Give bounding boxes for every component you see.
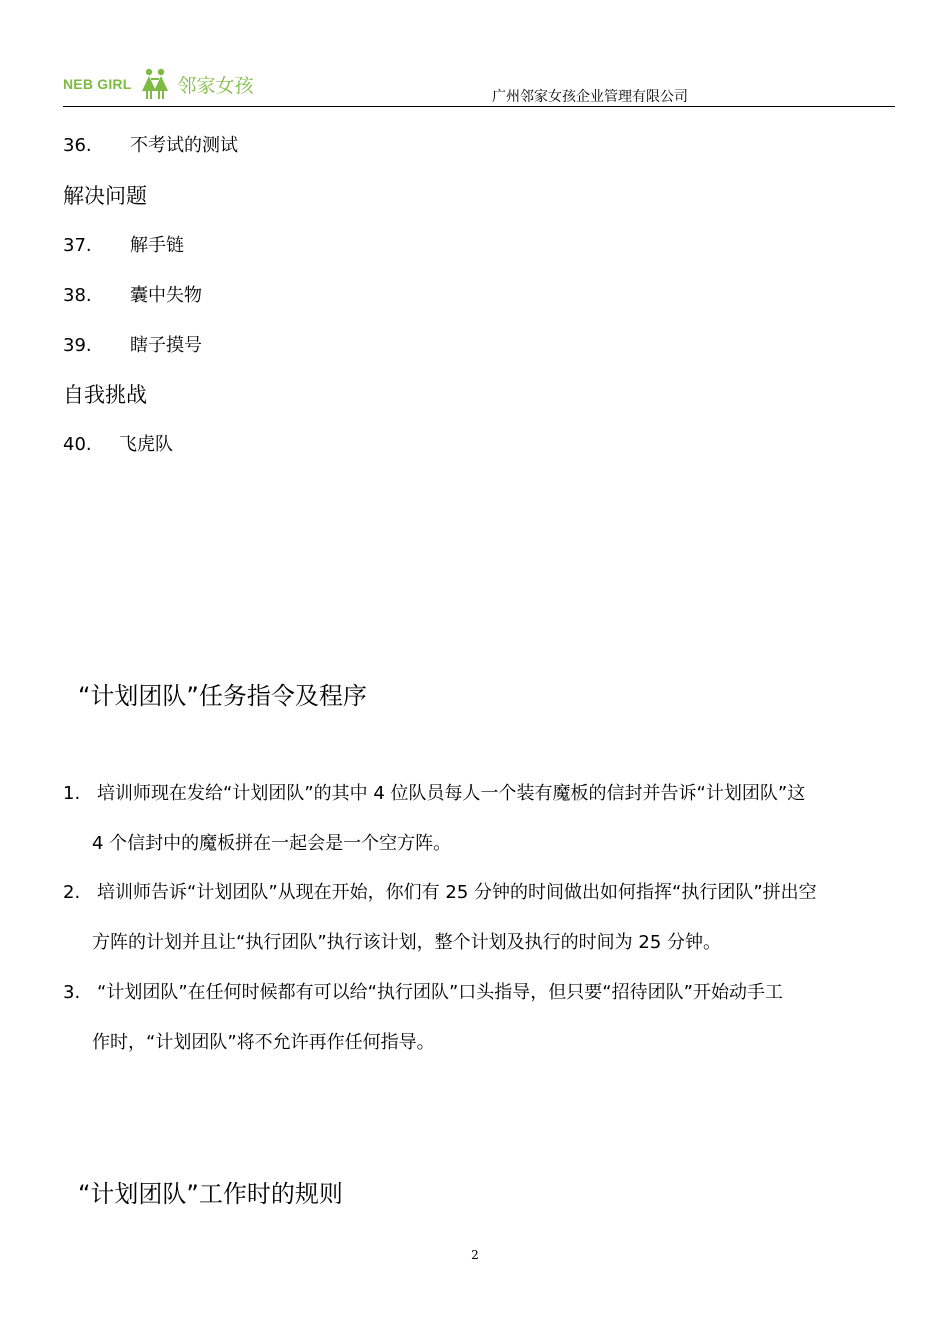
item-text: 瞎子摸号 [130, 335, 202, 356]
section-heading: 自我挑战 [63, 383, 147, 407]
list-item [63, 281, 202, 307]
item-text: 飞虎队 [119, 434, 173, 455]
para-line: 培训师告诉“计划团队”从现在开始，你们有 25 分钟的时间做出如何指挥“执行团队”拼出空 [97, 882, 817, 903]
instruction-paragraph [63, 978, 903, 1053]
section-heading: 解决问题 [63, 184, 147, 208]
company-name: 广州邻家女孩企业管理有限公司 [492, 89, 688, 105]
para-line: 培训师现在发给“计划团队”的其中 4 位队员每人一个装有魔板的信封并告诉“计划团队”这 [97, 783, 806, 804]
item-number: 38. [63, 285, 92, 306]
list-item [63, 131, 238, 157]
company-logo [63, 66, 254, 102]
two-girls-icon [138, 67, 172, 101]
list-item [63, 430, 173, 456]
item-number: 39. [63, 335, 92, 356]
para-number: 3. [63, 982, 81, 1003]
item-number: 40. [63, 434, 92, 455]
para-line: 方阵的计划并且让“执行团队”执行该计划，整个计划及执行的时间为 25 分钟。 [92, 932, 721, 953]
para-line: 作时，“计划团队”将不允许再作任何指导。 [92, 1032, 435, 1053]
para-line: “计划团队”在任何时候都有可以给“执行团队”口头指导，但只要“招待团队”开始动手工 [97, 982, 783, 1003]
logo-text-en: NEB GIRL [63, 76, 132, 92]
logo-text-cn: 邻家女孩 [177, 74, 254, 97]
item-number: 37. [63, 235, 92, 256]
item-text: 囊中失物 [130, 285, 202, 306]
section-title: “计划团队”任务指令及程序 [78, 682, 367, 710]
section-title: “计划团队”工作时的规则 [78, 1180, 343, 1208]
item-text: 不考试的测试 [130, 135, 238, 156]
list-item [63, 331, 202, 357]
page-number: 2 [471, 1248, 479, 1262]
para-number: 2. [63, 882, 81, 903]
para-number: 1. [63, 783, 81, 804]
item-text: 解手链 [130, 235, 184, 256]
para-line: 4 个信封中的魔板拼在一起会是一个空方阵。 [92, 833, 452, 854]
page-header [63, 62, 895, 107]
instruction-paragraph [63, 878, 903, 953]
list-item [63, 231, 184, 257]
item-number: 36. [63, 135, 92, 156]
instruction-paragraph [63, 779, 903, 854]
